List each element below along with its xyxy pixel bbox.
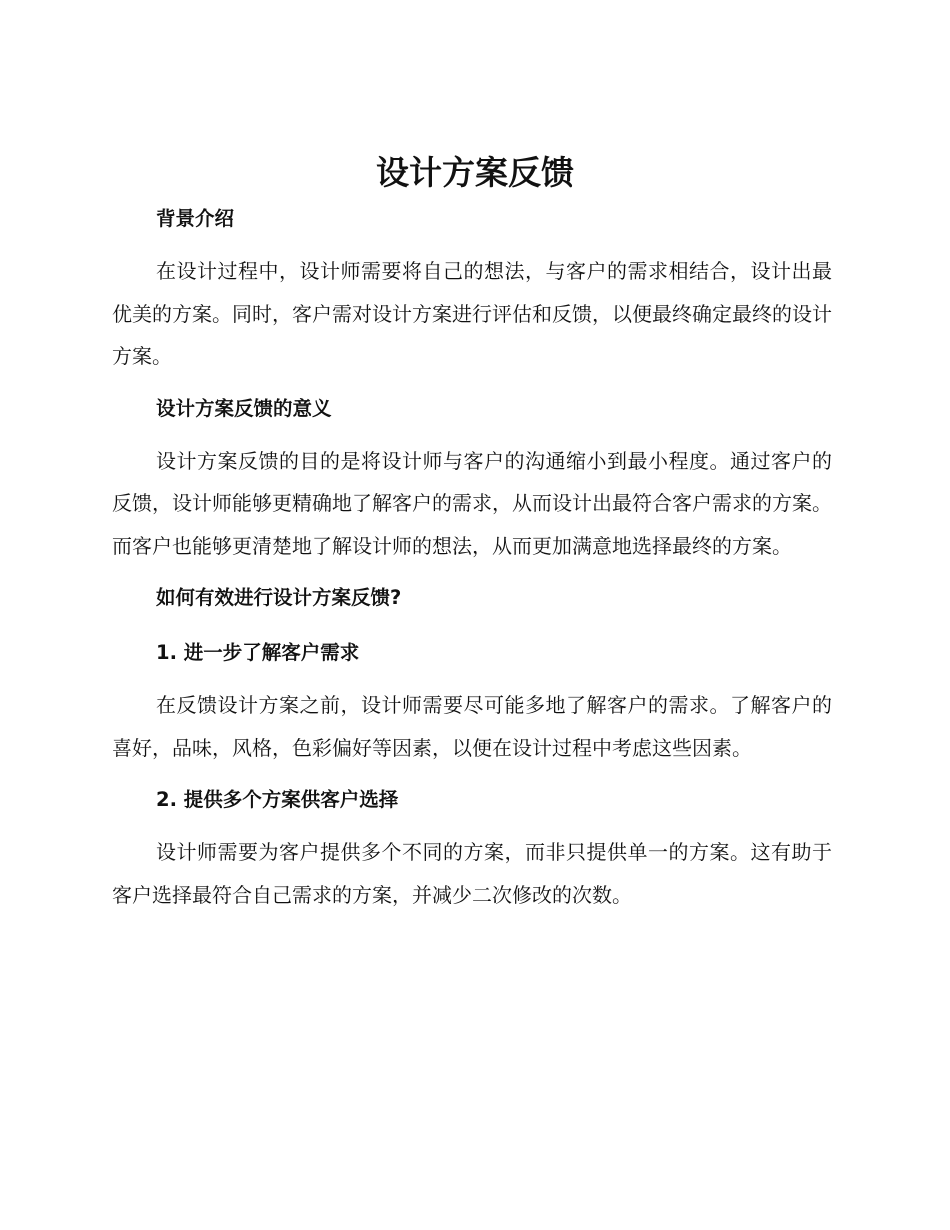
document-body [112,200,832,916]
document-title: 设计方案反馈 [376,153,574,192]
section-heading-how-to: 如何有效进行设计方案反馈? [156,586,402,609]
section-heading-significance: 设计方案反馈的意义 [156,396,332,420]
section-heading-understand-needs: 1. 进一步了解客户需求 [156,641,360,664]
section-heading-background: 背景介绍 [156,207,235,230]
section-paragraph-understand-needs: 在反馈设计方案之前，设计师需要尽可能多地了解客户的需求。了解客户的喜好，品味，风格，色彩偏好等因素，以便在设计过程中考虑这些因素。 [112,693,832,760]
section-paragraph-background: 在设计过程中，设计师需要将自己的想法，与客户的需求相结合，设计出最优美的方案。同时，客户需对设计方案进行评估和反馈，以便最终确定最终的设计方案。 [112,259,832,368]
section-paragraph-multiple-options: 设计师需要为客户提供多个不同的方案，而非只提供单一的方案。这有助于客户选择最符合自己需求的方案，并减少二次修改的次数。 [112,840,832,907]
section-heading-multiple-options: 2. 提供多个方案供客户选择 [156,788,399,811]
section-paragraph-significance: 设计方案反馈的目的是将设计师与客户的沟通缩小到最小程度。通过客户的反馈，设计师能够更精确地了解客户的需求，从而设计出最符合客户需求的方案。而客户也能够更清楚地了解设计师的想法，从而更加满意地选择最终的方案。 [112,448,832,558]
